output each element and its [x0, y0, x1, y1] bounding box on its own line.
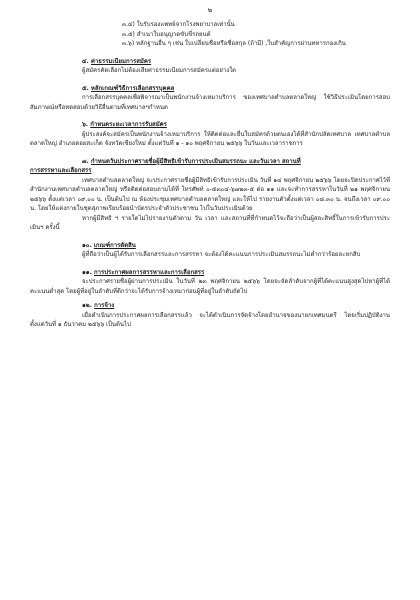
- section-6-text: ผู้ประสงค์จะสมัครเป็นพนักงานจ้างเหมาบริการ ให้ติดต่อและยื่นใบสมัครด้วยตนเองได้ที่สำนักปลัดเทศบาล เทศบาลตำบลตลาดใหญ่ อำเภอดอยสะเก็ด จังหวัดเชียงใหม่ ตั้งแต่วันที่ ๑ - ๑๐ พฤศจิกายน ๒๕๖๖ ในวันและเวลาราชการ: [30, 130, 390, 147]
- section-7-heading-continued: [30, 166, 390, 176]
- section-title: การจ้าง: [94, 302, 115, 309]
- section-11-heading: [30, 268, 390, 278]
- section-title-continued: การสรรหาและเลือกสรร: [30, 167, 92, 174]
- section-number: ๔.: [82, 57, 89, 65]
- section-10-text: ผู้ที่ถือว่าเป็นผู้ได้รับการเลือกสรรและการสรรหา จะต้องได้คะแนนการประเมินสมรรถนะไม่ต่ำกว่าร้อยละหกสิบ: [82, 251, 361, 258]
- section-number: ๑๐.: [82, 241, 92, 249]
- section-7-text: เทศบาลตำบลตลาดใหญ่ จะประกาศรายชื่อผู้มีสิทธิเข้ารับการประเมิน วันที่ ๑๔ พฤศจิกายน ๒๕๖๖ โดยจะปิดประกาศไว้ที่สำนักงานเทศบาลตำบลตลาดใหญ่ หรือติดต่อสอบถามได้ที่ โทรศัพท์ ๐-๕๓๐๔-๖๗๒๓-๕ ต่อ ๑๑ และจะทำการสรรหาในวันที่ ๒๑ พฤศจิกายน ๒๕๖๖ ตั้งแต่เวลา ๐๙.๐๐ น. เป็นต้นไป ณ ห้องประชุมเทศบาลตำบลตลาดใหญ่ และให้ไป รายงานตัวตั้งแต่เวลา ๐๘.๓๐ น. จนถึงเวลา ๐๙.๐๐ น. โดยให้แต่งกายในชุดสุภาพเรียบร้อยนำบัตรประจำตัวประชาชน ไปในวันประเมินด้วย: [30, 176, 390, 212]
- page-number: ๒: [207, 6, 213, 14]
- document-body: [30, 6, 390, 330]
- section-number: ๑๒.: [82, 302, 93, 309]
- section-5-text: การเลือกสรรบุคคลเพื่อพิจารณาเป็นพนักงานจ้างเหมาบริการ ของเทศบาลตำบลตลาดใหญ่ ใช้วิธีประเมินโดยการสอบสัมภาษณ์หรือทดสอบด้วยวิธีอื่นตามที่เทศบาลฯกำหนด: [30, 94, 390, 111]
- section-4-heading: [30, 57, 390, 67]
- section-7-text-2: หากผู้มีสิทธิ ฯ รายใดไม่ไปรายงานตัวตาม วัน เวลา และสถานที่ที่กำหนดไว้จะถือว่าเป็นผู้สละสิทธิ์ในการเข้ารับการประเมินฯ ครั้งนี้: [30, 214, 390, 231]
- section-title: เกณฑ์การตัดสิน: [93, 241, 136, 249]
- section-number: ๖.: [82, 121, 89, 128]
- section-4-text: ผู้สมัครคัดเลือกไม่ต้องเสียค่าธรรมเนียมการสมัครแต่อย่างใด: [82, 67, 237, 74]
- section-number: ๕.: [82, 84, 89, 92]
- section-6-heading: [30, 120, 390, 130]
- section-7-heading: [30, 157, 390, 167]
- section-title: กำหนดระยะเวลาการรับสมัคร: [90, 121, 167, 128]
- section-5-heading: [30, 84, 390, 94]
- section-title: ค่าธรรมเนียมการสมัคร: [90, 57, 152, 65]
- section-12-text: เมื่อดำเนินการประกาศผลการเลือกสรรแล้ว จะได้ดำเนินการจัดจ้างโดยอำนาจของนายกเทศมนตรี โดยเริ่มปฏิบัติงานตั้งแต่วันที่ ๑ ธันวาคม ๒๕๖๖ เป็นต้นไป: [30, 311, 390, 328]
- required-document-item: ๓.๔) ใบรับรองแพทย์จากโรงพยาบาลเท่านั้น: [122, 21, 235, 28]
- required-document-item: ๓.๖) หลักฐานอื่น ๆ เช่น ใบเปลี่ยนชื่อหรือชื่อสกุล (ถ้ามี) ,ใบสำคัญการผ่านทหารกองเกิน: [122, 40, 346, 47]
- section-11-text: จะประกาศรายชื่อผู้ผ่านการประเมิน ในวันที่ ๒๓ พฤศจิกายน ๒๕๖๖ โดยจะจัดลำดับจากผู้ที่ได้คะแนนสูงสุดไปหาผู้ที่ได้คะแนนต่ำสุด โดยผู้ที่อยู่ในลำดับที่ดีกว่าจะได้รับการจ้างเหมาก่อนผู้ที่อยู่ในลำดับถัดไป: [30, 278, 390, 295]
- section-12-heading: [30, 301, 390, 311]
- section-title: การประกาศผลการสรรหาและการเลือกสรร: [94, 268, 205, 276]
- section-title: หลักเกณฑ์วิธีการเลือกสรรบุคคล: [90, 84, 175, 92]
- section-10-heading: [30, 241, 390, 251]
- section-number: ๑๑.: [82, 268, 92, 276]
- required-document-item: ๓.๕) สำเนาใบอนุญาตขับขี่รถยนต์: [122, 30, 211, 38]
- section-number: ๗.: [82, 157, 89, 165]
- section-title: กำหนดวันประกาศรายชื่อผู้มีสิทธิเข้ารับการประเมินสมรรถนะ และวันเวลา สถานที่: [90, 157, 301, 165]
